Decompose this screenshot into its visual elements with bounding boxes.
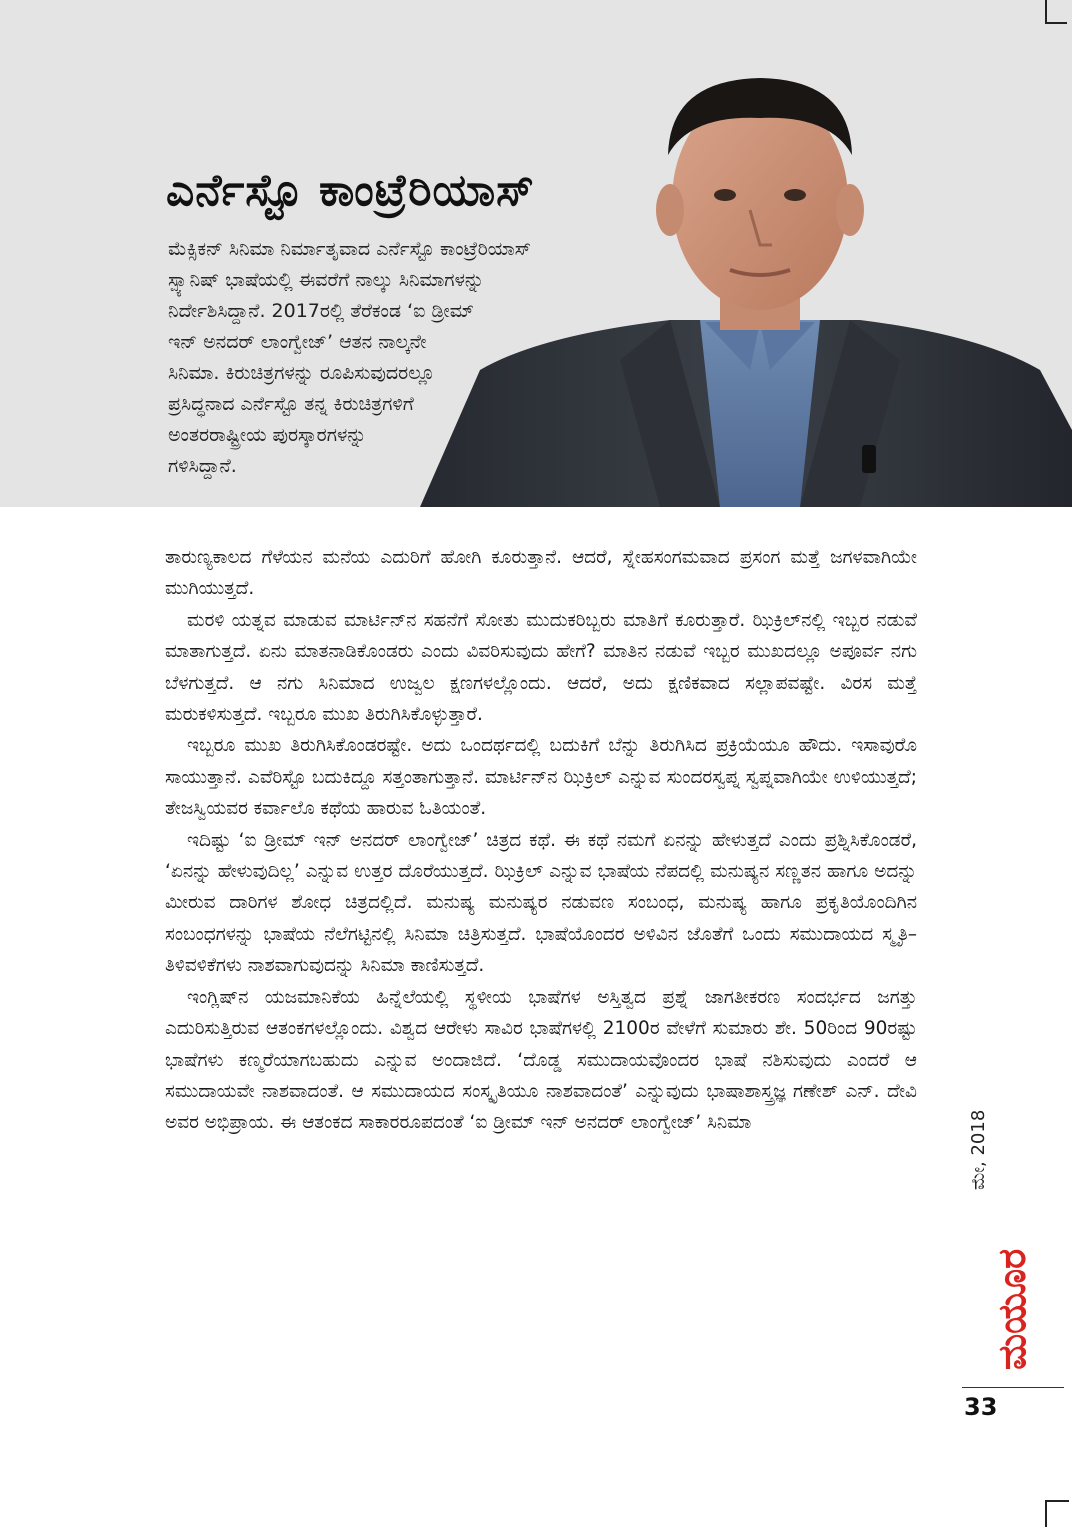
intro-blurb xyxy=(168,234,708,482)
intro-line: ಪ್ರಸಿದ್ಧನಾದ ಎರ್ನೆಸ್ಟೊ ತನ್ನ ಕಿರುಚಿತ್ರಗಳಿಗೆ xyxy=(168,393,414,415)
magazine-logo: ಮಯೂರ xyxy=(990,1248,1034,1370)
crop-mark-bottom xyxy=(1045,1500,1069,1527)
page-number: 33 xyxy=(964,1393,998,1421)
folio-divider xyxy=(962,1387,1064,1388)
intro-line: ಸಿನಿಮಾ. ಕಿರುಚಿತ್ರಗಳನ್ನು ರೂಪಿಸುವುದರಲ್ಲೂ xyxy=(168,362,435,384)
intro-line: ಸ್ಪ್ಯಾನಿಷ್ ಭಾಷೆಯಲ್ಲಿ ಈವರೆಗೆ ನಾಲ್ಕು ಸಿನಿಮಾಗಳನ್ನು xyxy=(168,269,485,291)
paragraph: ಇಬ್ಬರೂ ಮುಖ ತಿರುಗಿಸಿಕೊಂಡರಷ್ಟೇ. ಅದು ಒಂದರ್ಥದಲ್ಲಿ ಬದುಕಿಗೆ ಬೆನ್ನು ತಿರುಗಿಸಿದ ಪ್ರಕ್ರಿಯೆಯೂ ಹೌದು. ಇಸಾವುರೊ ಸಾಯುತ್ತಾನೆ. ಎವೆರಿಸ್ಟೊ ಬದುಕಿದ್ದೂ ಸತ್ತಂತಾಗುತ್ತಾನೆ. ಮಾರ್ಟಿನ್‌ನ ಝಿಕ್ರಿಲ್ ಎನ್ನುವ ಸುಂದರಸ್ವಪ್ನ ಸ್ವಪ್ನವಾಗಿಯೇ ಉಳಿಯುತ್ತದೆ; ತೇಜಸ್ವಿಯವರ ಕರ್ವಾಲೊ ಕಥೆಯ ಹಾರುವ ಓತಿಯಂತೆ. xyxy=(165,735,917,820)
intro-line: ಇನ್ ಅನದರ್ ಲಾಂಗ್ವೇಜ್’ ಆತನ ನಾಲ್ಕನೇ xyxy=(168,331,427,353)
intro-line: ಗಳಿಸಿದ್ದಾನೆ. xyxy=(168,455,237,477)
paragraph: ಇದಿಷ್ಟು ‘ಐ ಡ್ರೀಮ್ ಇನ್ ಅನದರ್ ಲಾಂಗ್ವೇಜ್’ ಚಿತ್ರದ ಕಥೆ. ಈ ಕಥೆ ನಮಗೆ ಏನನ್ನು ಹೇಳುತ್ತದೆ ಎಂದು ಪ್ರಶ್ನಿಸಿಕೊಂಡರೆ, ‘ಏನನ್ನು ಹೇಳುವುದಿಲ್ಲ’ ಎನ್ನುವ ಉತ್ತರ ದೊರೆಯುತ್ತದೆ. ಝಿಕ್ರಿಲ್ ಎನ್ನುವ ಭಾಷೆಯ ನೆಪದಲ್ಲಿ ಮನುಷ್ಯನ ಸಣ್ಣತನ ಹಾಗೂ ಅದನ್ನು ಮೀರುವ ದಾರಿಗಳ ಶೋಧ ಚಿತ್ರದಲ್ಲಿದೆ. ಮನುಷ್ಯ ಮನುಷ್ಯರ ನಡುವಣ ಸಂಬಂಧ, ಮನುಷ್ಯ ಹಾಗೂ ಪ್ರಕೃತಿಯೊಂದಿಗಿನ ಸಂಬಂಧಗಳನ್ನು ಭಾಷೆಯ ನೆಲೆಗಟ್ಟಿನಲ್ಲಿ ಸಿನಿಮಾ ಚಿತ್ರಿಸುತ್ತದೆ. ಭಾಷೆಯೊಂದರ ಅಳಿವಿನ ಜೊತೆಗೆ ಒಂದು ಸಮುದಾಯದ ಸ್ಮೃತಿ–ತಿಳಿವಳಿಕೆಗಳು ನಾಶವಾಗುವುದನ್ನು ಸಿನಿಮಾ ಕಾಣಿಸುತ್ತದೆ. xyxy=(165,829,917,977)
intro-line: ಅಂತರರಾಷ್ಟ್ರೀಯ ಪುರಸ್ಕಾರಗಳನ್ನು xyxy=(168,424,367,446)
paragraph: ಮರಳಿ ಯತ್ನವ ಮಾಡುವ ಮಾರ್ಟಿನ್‌ನ ಸಹನೆಗೆ ಸೋತು ಮುದುಕರಿಬ್ಬರು ಮಾತಿಗೆ ಕೂರುತ್ತಾರೆ. ಝಿಕ್ರಿಲ್‌ನಲ್ಲಿ ಇಬ್ಬರ ನಡುವೆ ಮಾತಾಗುತ್ತದೆ. ಏನು ಮಾತನಾಡಿಕೊಂಡರು ಎಂದು ವಿವರಿಸುವುದು ಹೇಗೆ? ಮಾತಿನ ನಡುವೆ ಇಬ್ಬರ ಮುಖದಲ್ಲೂ ಅಪೂರ್ವ ನಗು ಬೆಳಗುತ್ತದೆ. ಆ ನಗು ಸಿನಿಮಾದ ಉಜ್ವಲ ಕ್ಷಣಗಳಲ್ಲೊಂದು. ಆದರೆ, ಅದು ಕ್ಷಣಿಕವಾದ ಸಲ್ಲಾಪವಷ್ಟೇ. ವಿರಸ ಮತ್ತೆ ಮರುಕಳಿಸುತ್ತದೆ. ಇಬ್ಬರೂ ಮುಖ ತಿರುಗಿಸಿಕೊಳ್ಳುತ್ತಾರೆ. xyxy=(165,609,917,726)
intro-line: ಮೆಕ್ಸಿಕನ್ ಸಿನಿಮಾ ನಿರ್ಮಾತೃವಾದ ಎರ್ನೆಸ್ಟೊ ಕಾಂಟ್ರೆರಿಯಾಸ್ xyxy=(168,238,532,260)
intro-line: ನಿರ್ದೇಶಿಸಿದ್ದಾನೆ. 2017ರಲ್ಲಿ ತೆರೆಕಂಡ ‘ಐ ಡ್ರೀಮ್ xyxy=(168,300,474,322)
crop-mark-top xyxy=(1045,0,1067,24)
issue-date: ಮೇ, 2018 xyxy=(968,1109,989,1190)
article-title: ಎರ್ನೆಸ್ಟೊ ಕಾಂಟ್ರೆರಿಯಾಸ್ xyxy=(166,165,535,216)
paragraph: ತಾರುಣ್ಯಕಾಲದ ಗೆಳೆಯನ ಮನೆಯ ಎದುರಿಗೆ ಹೋಗಿ ಕೂರುತ್ತಾನೆ. ಆದರೆ, ಸ್ನೇಹಸಂಗಮವಾದ ಪ್ರಸಂಗ ಮತ್ತೆ ಜಗಳವಾಗಿಯೇ ಮುಗಿಯುತ್ತದೆ. xyxy=(165,547,917,600)
article-body xyxy=(165,542,917,1139)
paragraph: ಇಂಗ್ಲಿಷ್‌ನ ಯಜಮಾನಿಕೆಯ ಹಿನ್ನೆಲೆಯಲ್ಲಿ ಸ್ಥಳೀಯ ಭಾಷೆಗಳ ಅಸ್ತಿತ್ವದ ಪ್ರಶ್ನೆ ಜಾಗತೀಕರಣ ಸಂದರ್ಭದ ಜಗತ್ತು ಎದುರಿಸುತ್ತಿರುವ ಆತಂಕಗಳಲ್ಲೊಂದು. ವಿಶ್ವದ ಆರೇಳು ಸಾವಿರ ಭಾಷೆಗಳಲ್ಲಿ 2100ರ ವೇಳೆಗೆ ಸುಮಾರು ಶೇ. 50ರಿಂದ 90ರಷ್ಟು ಭಾಷೆಗಳು ಕಣ್ಮರೆಯಾಗಬಹುದು ಎನ್ನುವ ಅಂದಾಜಿದೆ. ‘ದೊಡ್ಡ ಸಮುದಾಯವೊಂದರ ಭಾಷೆ ನಶಿಸುವುದು ಎಂದರೆ ಆ ಸಮುದಾಯವೇ ನಾಶವಾದಂತೆ. ಆ ಸಮುದಾಯದ ಸಂಸ್ಕೃತಿಯೂ ನಾಶವಾದಂತೆ’ ಎನ್ನುವುದು ಭಾಷಾಶಾಸ್ತ್ರಜ್ಞ ಗಣೇಶ್ ಎನ್. ದೇವಿ ಅವರ ಅಭಿಪ್ರಾಯ. ಈ ಆತಂಕದ ಸಾಕಾರರೂಪದಂತೆ ‘ಐ ಡ್ರೀಮ್ ಇನ್ ಅನದರ್ ಲಾಂಗ್ವೇಜ್’ ಸಿನಿಮಾ xyxy=(165,986,917,1134)
